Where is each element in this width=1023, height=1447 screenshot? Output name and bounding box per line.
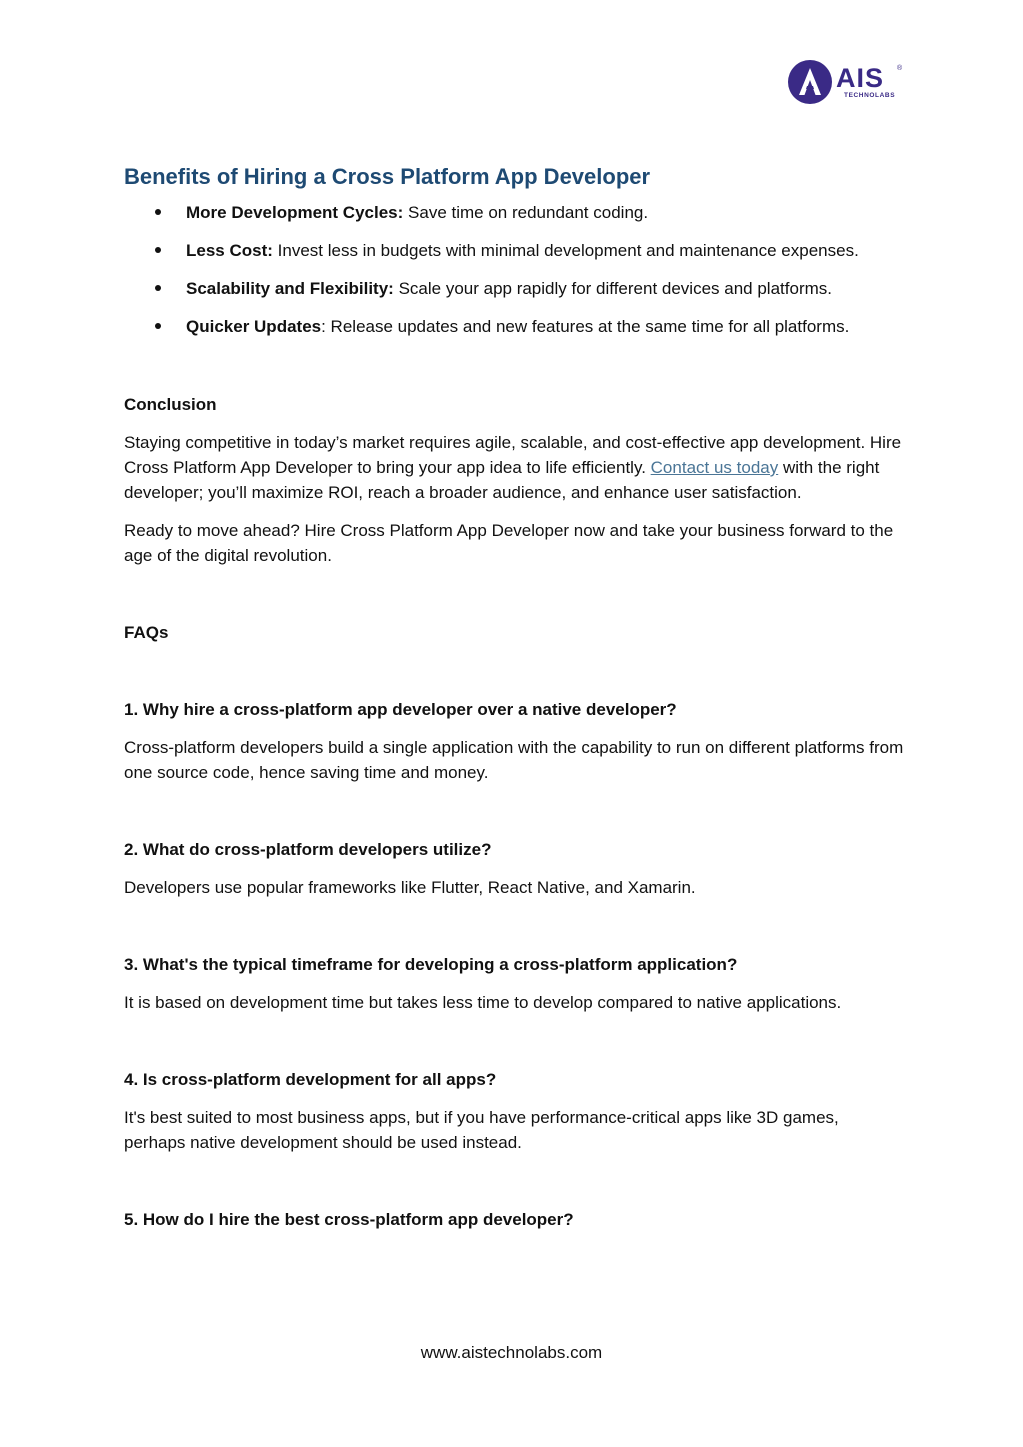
faq-question: 5. How do I hire the best cross-platform app developer? xyxy=(124,1210,574,1229)
contact-us-link[interactable]: Contact us today xyxy=(650,458,779,477)
faqs-heading: FAQs xyxy=(124,623,169,642)
list-item xyxy=(124,276,904,301)
benefit-text: Save time on redundant coding. xyxy=(403,203,649,222)
conclusion-text-after: with the right developer; you’ll maximize ROI, reach a broader audience, and enhance user satisfaction. xyxy=(124,458,880,502)
list-item xyxy=(124,238,904,263)
logo-name: AIS xyxy=(836,62,885,93)
bullet-icon xyxy=(155,247,161,253)
bullet-icon xyxy=(155,323,161,329)
faq-question: 4. Is cross-platform development for all apps? xyxy=(124,1070,497,1089)
conclusion-heading: Conclusion xyxy=(124,395,217,414)
bullet-icon xyxy=(155,209,161,215)
logo-subtitle: TECHNOLABS xyxy=(844,91,896,99)
benefit-term: Quicker Updates xyxy=(186,317,322,336)
conclusion-text: Staying competitive in today’s market requires agile, scalable, and cost-effective app development. Hire Cross Platform App Developer to bring your app idea to life efficiently. xyxy=(124,433,902,477)
faq-question: 2. What do cross-platform developers utilize? xyxy=(124,840,492,859)
benefit-term: Less Cost: xyxy=(186,241,273,260)
benefits-list xyxy=(124,200,904,339)
faq-question: 1. Why hire a cross-platform app developer over a native developer? xyxy=(124,700,677,719)
benefit-text: : Release updates and new features at the same time for all platforms. xyxy=(321,317,850,336)
list-item xyxy=(124,314,904,339)
conclusion-paragraph-2: Ready to move ahead? Hire Cross Platform App Developer now and take your business forward to the age of the digital revolution. xyxy=(124,521,894,565)
benefit-term: More Development Cycles: xyxy=(186,203,404,222)
faq-answer: Developers use popular frameworks like Flutter, React Native, and Xamarin. xyxy=(124,878,696,897)
logo-registered-mark: ® xyxy=(896,64,904,72)
faq-answer: It's best suited to most business apps, but if you have performance-critical apps like 3D games, perhaps native development should be used instead. xyxy=(124,1108,839,1152)
document-body xyxy=(124,162,904,1232)
benefit-term: Scalability and Flexibility: xyxy=(186,279,394,298)
section-title: Benefits of Hiring a Cross Platform App Developer xyxy=(124,164,651,189)
footer-url: www.aistechnolabs.com xyxy=(420,1343,603,1362)
company-logo xyxy=(787,58,904,106)
benefit-text: Scale your app rapidly for different devices and platforms. xyxy=(393,279,832,298)
faq-answer: Cross-platform developers build a single application with the capability to run on different platforms from one source code, hence saving time and money. xyxy=(124,738,904,782)
benefit-text: Invest less in budgets with minimal development and maintenance expenses. xyxy=(272,241,859,260)
conclusion-paragraph xyxy=(124,430,904,505)
list-item xyxy=(124,200,904,225)
bullet-icon xyxy=(155,285,161,291)
faq-question: 3. What's the typical timeframe for developing a cross-platform application? xyxy=(124,955,738,974)
ais-logo-icon xyxy=(787,59,833,105)
faq-answer: It is based on development time but takes less time to develop compared to native applications. xyxy=(124,993,842,1012)
